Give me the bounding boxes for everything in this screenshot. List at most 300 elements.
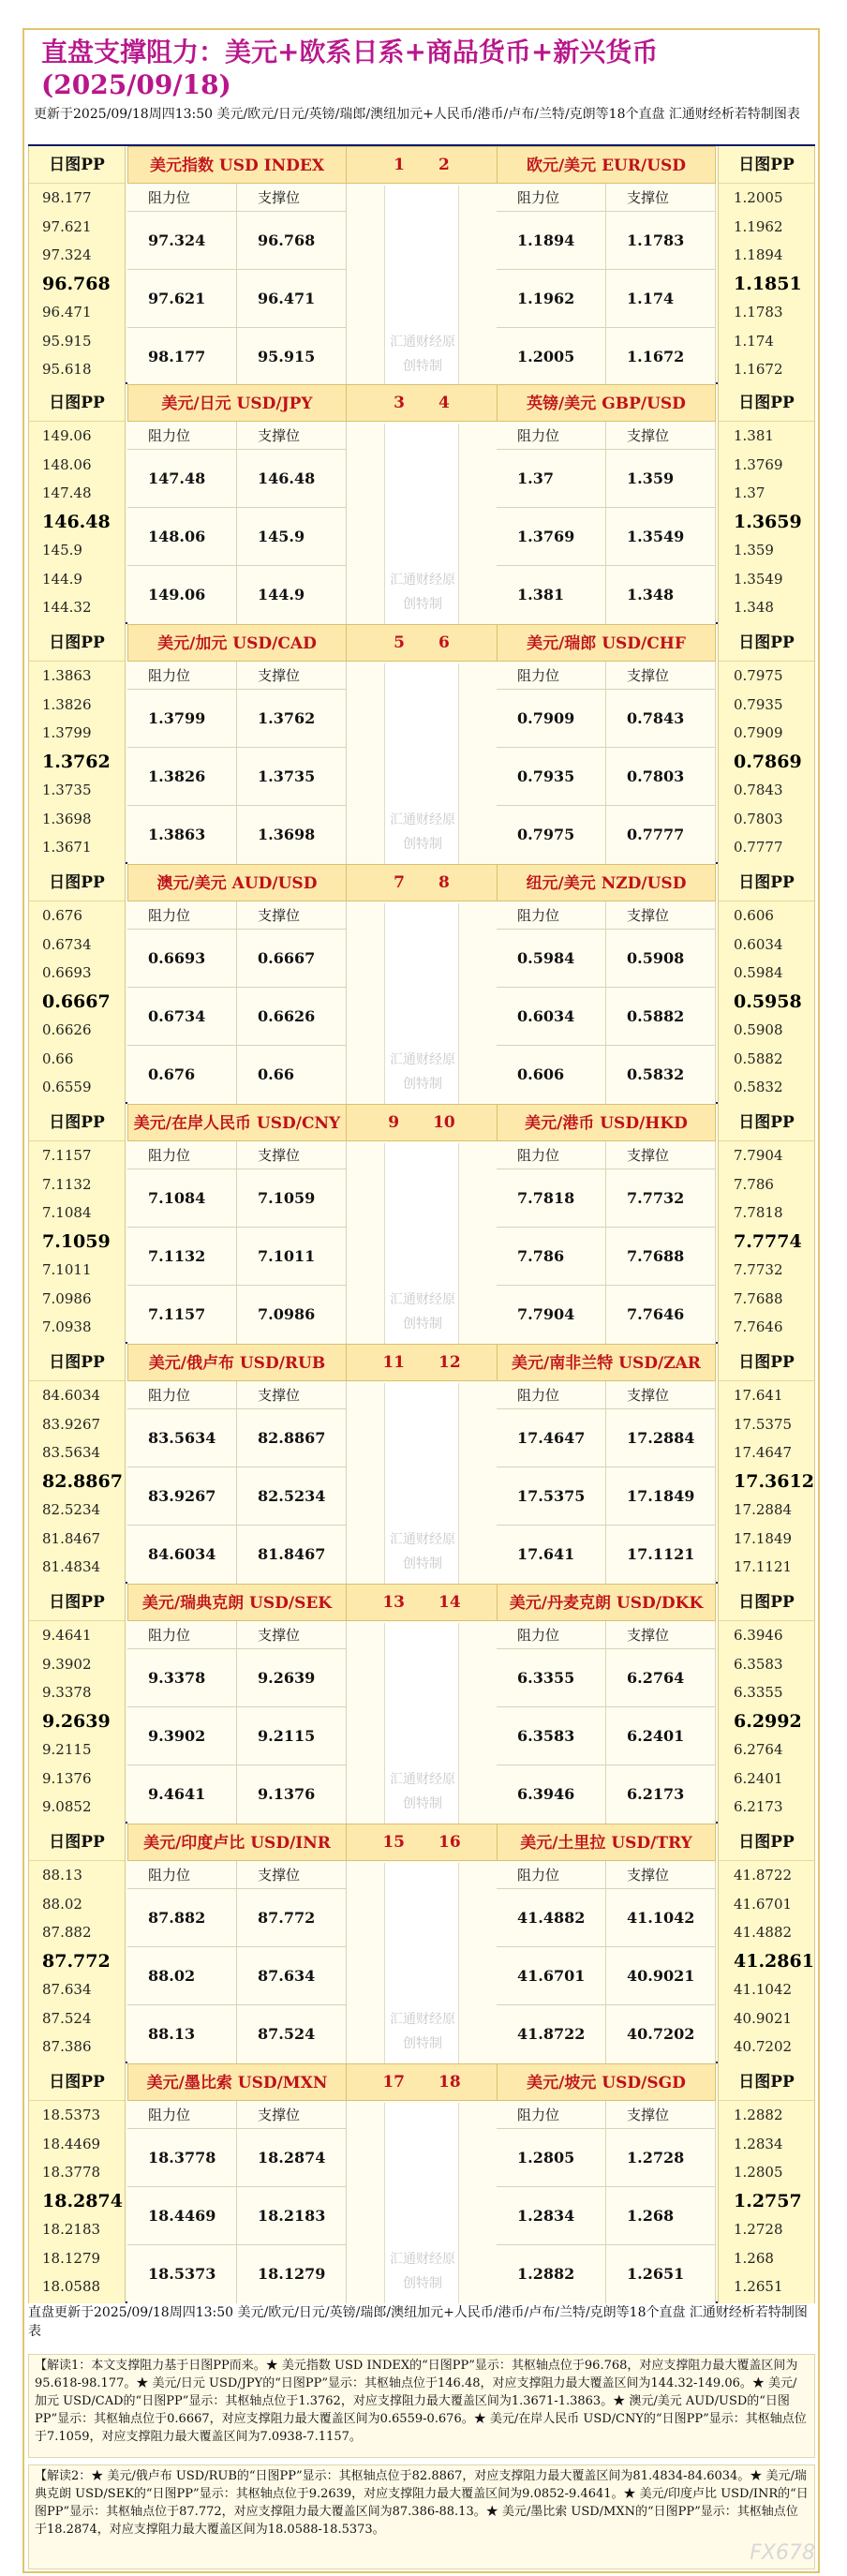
support-value: 6.2401 bbox=[606, 1707, 716, 1764]
resistance-value: 1.3769 bbox=[497, 508, 606, 565]
pivot-value: 0.7869 bbox=[734, 751, 802, 772]
pair-table bbox=[497, 146, 716, 386]
level-row bbox=[127, 328, 347, 386]
column-headers bbox=[127, 422, 347, 450]
watermark-text: 汇通财经原创特制 bbox=[390, 573, 455, 612]
daily-pp-header: 日图PP bbox=[29, 1104, 125, 1141]
level-row bbox=[497, 1467, 716, 1526]
support-value: 0.66 bbox=[237, 1046, 347, 1104]
watermark-box bbox=[384, 903, 459, 1104]
support-value: 7.1011 bbox=[237, 1228, 347, 1285]
pair-table bbox=[127, 864, 347, 1104]
level-row bbox=[497, 748, 716, 806]
column-headers bbox=[127, 1381, 347, 1409]
pp-level: 87.882 bbox=[42, 1924, 92, 1941]
resistance-value: 7.1157 bbox=[127, 1286, 237, 1344]
pair-number: 13 bbox=[382, 1593, 405, 1612]
support-header: 支撑位 bbox=[606, 184, 716, 211]
footer-text: 直盘更新于2025/09/18周四13:50 美元/欧元/日元/英镑/瑞郎/澳纽加元+人民币/港币/卢布/兰特/克朗等18个直盘 汇通财经析若特制图表 bbox=[28, 2305, 808, 2339]
resistance-value: 1.2805 bbox=[497, 2129, 606, 2186]
resistance-value: 6.3946 bbox=[497, 1765, 606, 1824]
pp-level: 81.8467 bbox=[42, 1529, 101, 1547]
support-value: 1.2651 bbox=[606, 2245, 716, 2303]
daily-pp-header: 日图PP bbox=[719, 1824, 814, 1861]
pp-level: 83.5634 bbox=[42, 1444, 101, 1461]
level-row bbox=[497, 1649, 716, 1707]
pair-index-column bbox=[347, 384, 497, 624]
level-row bbox=[497, 806, 716, 864]
column-headers bbox=[497, 1621, 716, 1649]
level-row bbox=[127, 2187, 347, 2245]
level-row bbox=[127, 1286, 347, 1344]
pair-number: 16 bbox=[438, 1833, 461, 1852]
pair-block bbox=[28, 624, 815, 864]
resistance-value: 0.5984 bbox=[497, 930, 606, 987]
resistance-value: 7.7904 bbox=[497, 1286, 606, 1344]
pp-level: 1.3698 bbox=[42, 810, 92, 827]
pp-level: 1.2651 bbox=[734, 2278, 783, 2295]
pair-name: 美元/日元 USD/JPY bbox=[127, 384, 347, 422]
resistance-value: 97.324 bbox=[127, 212, 237, 269]
pp-level: 7.1011 bbox=[42, 1261, 92, 1278]
resistance-value: 0.606 bbox=[497, 1046, 606, 1104]
pp-level: 1.2728 bbox=[734, 2221, 783, 2238]
support-value: 95.915 bbox=[237, 328, 347, 386]
daily-pp-header: 日图PP bbox=[719, 146, 814, 184]
pp-level: 7.1084 bbox=[42, 1204, 92, 1221]
pair-name: 美元/印度卢比 USD/INR bbox=[127, 1824, 347, 1861]
support-value: 0.7843 bbox=[606, 690, 716, 747]
resistance-value: 1.1962 bbox=[497, 270, 606, 327]
pair-number: 14 bbox=[438, 1593, 461, 1612]
level-row bbox=[497, 212, 716, 270]
level-row bbox=[497, 2129, 716, 2187]
pair-numbers bbox=[347, 624, 497, 662]
pp-level: 1.37 bbox=[734, 484, 765, 501]
pair-number: 10 bbox=[433, 1113, 455, 1132]
support-value: 7.0986 bbox=[237, 1286, 347, 1344]
pair-table bbox=[497, 864, 716, 1104]
level-row bbox=[497, 1947, 716, 2005]
watermark-text: 汇通财经原创特制 bbox=[390, 1292, 455, 1332]
support-value: 0.7777 bbox=[606, 806, 716, 864]
pivot-value: 87.772 bbox=[42, 1950, 111, 1972]
pp-level: 84.6034 bbox=[42, 1387, 101, 1404]
pp-level: 7.7646 bbox=[734, 1318, 783, 1335]
watermark-text: 汇通财经原创特制 bbox=[390, 2252, 455, 2291]
daily-pp-header: 日图PP bbox=[719, 864, 814, 901]
daily-pp-column bbox=[28, 1824, 126, 2063]
pp-level: 17.4647 bbox=[734, 1444, 793, 1461]
support-value: 17.2884 bbox=[606, 1409, 716, 1467]
support-value: 1.3735 bbox=[237, 748, 347, 805]
column-headers bbox=[127, 662, 347, 690]
level-row bbox=[127, 508, 347, 566]
column-headers bbox=[127, 901, 347, 930]
pivot-value: 6.2992 bbox=[734, 1710, 802, 1732]
level-row bbox=[127, 212, 347, 270]
support-value: 9.1376 bbox=[237, 1765, 347, 1824]
pair-table bbox=[127, 1344, 347, 1584]
pp-level: 82.5234 bbox=[42, 1501, 101, 1518]
resistance-value: 1.3863 bbox=[127, 806, 237, 864]
level-row bbox=[127, 690, 347, 748]
resistance-value: 9.3902 bbox=[127, 1707, 237, 1764]
pair-table bbox=[127, 384, 347, 624]
pivot-value: 82.8867 bbox=[42, 1470, 123, 1492]
pp-level: 0.6034 bbox=[734, 935, 783, 953]
pair-name: 美元/港币 USD/HKD bbox=[497, 1104, 716, 1141]
pair-block bbox=[28, 384, 815, 624]
resistance-value: 1.37 bbox=[497, 450, 606, 507]
support-header: 支撑位 bbox=[237, 184, 347, 211]
resistance-header: 阻力位 bbox=[127, 184, 237, 211]
level-row bbox=[127, 988, 347, 1046]
resistance-header: 阻力位 bbox=[127, 1381, 237, 1408]
daily-pp-header: 日图PP bbox=[29, 1344, 125, 1381]
pivot-value: 1.3659 bbox=[734, 511, 802, 532]
pair-numbers bbox=[347, 864, 497, 901]
pair-number: 1 bbox=[394, 156, 405, 174]
column-headers bbox=[497, 2101, 716, 2129]
daily-pp-column bbox=[28, 146, 126, 386]
level-row bbox=[127, 1169, 347, 1228]
daily-pp-column bbox=[28, 864, 126, 1104]
resistance-header: 阻力位 bbox=[497, 1621, 606, 1648]
pp-level: 18.0588 bbox=[42, 2278, 101, 2295]
column-headers bbox=[497, 1381, 716, 1409]
resistance-value: 1.3799 bbox=[127, 690, 237, 747]
support-value: 40.7202 bbox=[606, 2005, 716, 2063]
pp-level: 7.1157 bbox=[42, 1147, 92, 1164]
resistance-value: 17.4647 bbox=[497, 1409, 606, 1467]
pair-number: 11 bbox=[382, 1353, 405, 1372]
support-value: 18.1279 bbox=[237, 2245, 347, 2303]
resistance-header: 阻力位 bbox=[497, 184, 606, 211]
support-value: 146.48 bbox=[237, 450, 347, 507]
resistance-value: 1.3826 bbox=[127, 748, 237, 805]
resistance-header: 阻力位 bbox=[497, 1141, 606, 1169]
pp-level: 0.5908 bbox=[734, 1021, 783, 1038]
daily-pp-header: 日图PP bbox=[719, 1344, 814, 1381]
support-value: 1.268 bbox=[606, 2187, 716, 2244]
level-row bbox=[497, 1707, 716, 1765]
pp-level: 0.5832 bbox=[734, 1079, 783, 1095]
pivot-value: 1.1851 bbox=[734, 273, 802, 294]
level-row bbox=[497, 690, 716, 748]
daily-pp-column bbox=[718, 1104, 815, 1344]
pair-name: 美元指数 USD INDEX bbox=[127, 146, 347, 184]
resistance-value: 0.7935 bbox=[497, 748, 606, 805]
pair-number: 7 bbox=[394, 873, 405, 892]
pair-block bbox=[28, 1824, 815, 2063]
pp-level: 1.3549 bbox=[734, 570, 783, 588]
pp-level: 6.3355 bbox=[734, 1684, 783, 1701]
support-header: 支撑位 bbox=[237, 662, 347, 689]
support-header: 支撑位 bbox=[606, 1141, 716, 1169]
level-row bbox=[127, 1947, 347, 2005]
pivot-value: 0.5958 bbox=[734, 990, 802, 1012]
support-header: 支撑位 bbox=[606, 422, 716, 449]
pair-index-column bbox=[347, 1344, 497, 1584]
pp-level: 1.2882 bbox=[734, 2107, 783, 2123]
support-value: 81.8467 bbox=[237, 1526, 347, 1584]
daily-pp-column bbox=[28, 624, 126, 864]
pair-name: 美元/坡元 USD/SGD bbox=[497, 2063, 716, 2101]
support-header: 支撑位 bbox=[237, 2101, 347, 2128]
pair-table bbox=[497, 2063, 716, 2303]
support-header: 支撑位 bbox=[606, 901, 716, 929]
resistance-value: 17.5375 bbox=[497, 1467, 606, 1525]
resistance-value: 83.9267 bbox=[127, 1467, 237, 1525]
level-row bbox=[497, 1046, 716, 1104]
pp-level: 0.6693 bbox=[42, 964, 92, 981]
watermark-text: 汇通财经原创特制 bbox=[390, 1772, 455, 1811]
support-value: 1.348 bbox=[606, 566, 716, 624]
pair-block bbox=[28, 2063, 815, 2303]
pivot-value: 1.2757 bbox=[734, 2190, 802, 2211]
level-row bbox=[497, 2245, 716, 2303]
watermark-box bbox=[384, 2103, 459, 2303]
level-row bbox=[497, 1409, 716, 1467]
pair-index-column bbox=[347, 864, 497, 1104]
pair-number: 15 bbox=[382, 1833, 405, 1852]
pair-name: 美元/加元 USD/CAD bbox=[127, 624, 347, 662]
pp-level: 6.2173 bbox=[734, 1798, 783, 1815]
pp-level: 0.7975 bbox=[734, 667, 783, 684]
support-header: 支撑位 bbox=[237, 422, 347, 449]
pp-level: 9.2115 bbox=[42, 1741, 92, 1758]
pp-level: 1.268 bbox=[734, 2249, 774, 2267]
support-value: 96.768 bbox=[237, 212, 347, 269]
support-value: 17.1121 bbox=[606, 1526, 716, 1584]
resistance-value: 9.4641 bbox=[127, 1765, 237, 1824]
support-header: 支撑位 bbox=[606, 1621, 716, 1648]
level-row bbox=[127, 930, 347, 988]
pair-block bbox=[28, 1584, 815, 1824]
resistance-value: 18.3778 bbox=[127, 2129, 237, 2186]
watermark-box bbox=[384, 1623, 459, 1824]
watermark-text: 汇通财经原创特制 bbox=[390, 1052, 455, 1092]
level-row bbox=[497, 1286, 716, 1344]
pp-level: 1.1894 bbox=[734, 246, 783, 263]
interpretation-note-1: 【解读1：本文支撑阻力基于日图PP而来。★ 美元指数 USD INDEX的“日图PP”显示：其枢轴点位于96.768，对应支撑阻力最大覆盖区间为95.618-98.177。★ 美元/日元 USD/JPY的“日图PP”显示：其枢轴点位于146.48，对应支撑阻力最大覆盖区间为144.32-149.06。★ 美元/加元 USD/CAD的“日图PP”显示：其枢轴点位于1.3762，对应支撑阻力最大覆盖区间为1.3671-1.3863。★ 澳元/美元 AUD/USD的“日图PP”显示：其枢轴点位于0.6667，对应支撑阻力最大覆盖区间为0.6559-0.676。★ 美元/在岸人民币 USD/CNY的“日图PP”显示：其枢轴点位于7.1059，对应支撑阻力最大覆盖区间为7.0938-7.1157。 bbox=[28, 2354, 815, 2458]
resistance-value: 41.4882 bbox=[497, 1889, 606, 1946]
pair-index-column bbox=[347, 1104, 497, 1344]
level-row bbox=[127, 270, 347, 328]
pair-numbers bbox=[347, 146, 497, 184]
pp-level: 0.6734 bbox=[42, 935, 92, 953]
daily-pp-header: 日图PP bbox=[719, 1584, 814, 1621]
pp-level: 17.641 bbox=[734, 1387, 783, 1404]
support-value: 1.1783 bbox=[606, 212, 716, 269]
pp-level: 0.676 bbox=[42, 907, 82, 924]
support-value: 7.7688 bbox=[606, 1228, 716, 1285]
pair-name: 美元/俄卢布 USD/RUB bbox=[127, 1344, 347, 1381]
pp-level: 144.9 bbox=[42, 570, 82, 588]
resistance-value: 7.7818 bbox=[497, 1169, 606, 1227]
pp-level: 40.7202 bbox=[734, 2038, 793, 2055]
pair-name: 英镑/美元 GBP/USD bbox=[497, 384, 716, 422]
level-row bbox=[497, 988, 716, 1046]
pair-index-column bbox=[347, 1584, 497, 1824]
level-row bbox=[127, 1526, 347, 1584]
brand-watermark: FX678 bbox=[750, 2541, 815, 2565]
pair-name: 美元/南非兰特 USD/ZAR bbox=[497, 1344, 716, 1381]
pivot-value: 96.768 bbox=[42, 273, 111, 294]
support-header: 支撑位 bbox=[606, 2101, 716, 2128]
support-value: 17.1849 bbox=[606, 1467, 716, 1525]
pp-level: 1.3863 bbox=[42, 667, 92, 684]
level-row bbox=[127, 1409, 347, 1467]
pp-level: 98.177 bbox=[42, 189, 92, 206]
pair-block bbox=[28, 144, 815, 384]
pivot-value: 41.2861 bbox=[734, 1950, 814, 1972]
pp-level: 9.3378 bbox=[42, 1684, 92, 1701]
resistance-value: 1.1894 bbox=[497, 212, 606, 269]
resistance-value: 9.3378 bbox=[127, 1649, 237, 1706]
support-value: 87.634 bbox=[237, 1947, 347, 2004]
resistance-value: 17.641 bbox=[497, 1526, 606, 1584]
resistance-value: 84.6034 bbox=[127, 1526, 237, 1584]
daily-pp-header: 日图PP bbox=[29, 384, 125, 422]
pair-numbers bbox=[347, 1104, 497, 1141]
pp-level: 1.348 bbox=[734, 599, 774, 616]
daily-pp-column bbox=[718, 1344, 815, 1584]
pp-level: 17.1849 bbox=[734, 1529, 793, 1547]
support-header: 支撑位 bbox=[237, 1861, 347, 1888]
level-row bbox=[127, 748, 347, 806]
level-row bbox=[127, 1707, 347, 1765]
column-headers bbox=[497, 662, 716, 690]
daily-pp-column bbox=[28, 2063, 126, 2303]
pp-level: 149.06 bbox=[42, 427, 92, 444]
support-header: 支撑位 bbox=[237, 1621, 347, 1648]
level-row bbox=[497, 450, 716, 508]
pp-level: 1.3826 bbox=[42, 695, 92, 713]
pp-level: 147.48 bbox=[42, 484, 92, 501]
daily-pp-header: 日图PP bbox=[719, 384, 814, 422]
pp-level: 1.2005 bbox=[734, 189, 783, 206]
resistance-value: 0.6693 bbox=[127, 930, 237, 987]
pp-level: 0.606 bbox=[734, 907, 774, 924]
support-value: 144.9 bbox=[237, 566, 347, 624]
resistance-value: 41.6701 bbox=[497, 1947, 606, 2004]
pp-level: 7.7818 bbox=[734, 1204, 783, 1221]
support-value: 1.3549 bbox=[606, 508, 716, 565]
pair-name: 纽元/美元 NZD/USD bbox=[497, 864, 716, 901]
pp-level: 9.1376 bbox=[42, 1769, 92, 1787]
watermark-box bbox=[384, 1143, 459, 1344]
pp-level: 1.3799 bbox=[42, 724, 92, 741]
daily-pp-column bbox=[28, 1584, 126, 1824]
pair-table bbox=[497, 384, 716, 624]
daily-pp-header: 日图PP bbox=[29, 1824, 125, 1861]
pivot-value: 7.7774 bbox=[734, 1230, 802, 1252]
pp-level: 81.4834 bbox=[42, 1558, 101, 1575]
pp-level: 0.6559 bbox=[42, 1079, 92, 1095]
daily-pp-column bbox=[718, 864, 815, 1104]
pp-level: 1.1783 bbox=[734, 304, 783, 320]
pp-level: 97.621 bbox=[42, 217, 92, 235]
pair-number: 2 bbox=[438, 156, 450, 174]
pp-level: 88.13 bbox=[42, 1867, 82, 1884]
pair-number: 5 bbox=[394, 633, 405, 652]
pivot-value: 146.48 bbox=[42, 511, 111, 532]
pp-level: 17.1121 bbox=[734, 1558, 793, 1575]
pair-table bbox=[127, 1584, 347, 1824]
pp-level: 0.7803 bbox=[734, 810, 783, 827]
daily-pp-header: 日图PP bbox=[29, 1584, 125, 1621]
resistance-value: 18.4469 bbox=[127, 2187, 237, 2244]
pair-table bbox=[497, 1344, 716, 1584]
pp-level: 1.174 bbox=[734, 332, 774, 350]
pp-level: 18.2183 bbox=[42, 2221, 101, 2238]
watermark-box bbox=[384, 1383, 459, 1584]
support-value: 0.5832 bbox=[606, 1046, 716, 1104]
pp-level: 0.7777 bbox=[734, 839, 783, 856]
pair-name: 欧元/美元 EUR/USD bbox=[497, 146, 716, 184]
pp-level: 7.7732 bbox=[734, 1261, 783, 1278]
column-headers bbox=[497, 1141, 716, 1169]
resistance-value: 7.786 bbox=[497, 1228, 606, 1285]
pp-level: 87.524 bbox=[42, 2009, 92, 2027]
pair-name: 美元/瑞郎 USD/CHF bbox=[497, 624, 716, 662]
resistance-header: 阻力位 bbox=[497, 1861, 606, 1888]
support-value: 1.359 bbox=[606, 450, 716, 507]
resistance-value: 1.2005 bbox=[497, 328, 606, 386]
support-value: 0.5908 bbox=[606, 930, 716, 987]
support-header: 支撑位 bbox=[237, 1141, 347, 1169]
support-header: 支撑位 bbox=[237, 901, 347, 929]
pair-number: 17 bbox=[382, 2073, 405, 2092]
pp-level: 7.7688 bbox=[734, 1289, 783, 1307]
resistance-value: 0.7975 bbox=[497, 806, 606, 864]
support-value: 7.7732 bbox=[606, 1169, 716, 1227]
daily-pp-header: 日图PP bbox=[719, 1104, 814, 1141]
resistance-value: 0.6034 bbox=[497, 988, 606, 1045]
column-headers bbox=[497, 1861, 716, 1889]
resistance-header: 阻力位 bbox=[127, 901, 237, 929]
pp-level: 1.3735 bbox=[42, 782, 92, 798]
pair-table bbox=[127, 624, 347, 864]
support-value: 9.2639 bbox=[237, 1649, 347, 1706]
support-value: 1.3698 bbox=[237, 806, 347, 864]
support-value: 7.7646 bbox=[606, 1286, 716, 1344]
pp-level: 1.2805 bbox=[734, 2164, 783, 2181]
pp-level: 7.7904 bbox=[734, 1147, 783, 1164]
pp-level: 83.9267 bbox=[42, 1415, 101, 1433]
pivot-value: 0.6667 bbox=[42, 990, 111, 1012]
support-value: 1.1672 bbox=[606, 328, 716, 386]
pp-level: 1.1672 bbox=[734, 361, 783, 378]
daily-pp-column bbox=[718, 624, 815, 864]
resistance-value: 0.676 bbox=[127, 1046, 237, 1104]
pp-level: 17.5375 bbox=[734, 1415, 793, 1433]
resistance-value: 7.1084 bbox=[127, 1169, 237, 1227]
support-value: 41.1042 bbox=[606, 1889, 716, 1946]
pair-table bbox=[127, 1104, 347, 1344]
resistance-value: 97.621 bbox=[127, 270, 237, 327]
resistance-header: 阻力位 bbox=[127, 2101, 237, 2128]
pair-table bbox=[497, 624, 716, 864]
pair-name: 美元/墨比索 USD/MXN bbox=[127, 2063, 347, 2101]
pp-level: 18.1279 bbox=[42, 2249, 101, 2267]
support-value: 9.2115 bbox=[237, 1707, 347, 1764]
pp-level: 87.386 bbox=[42, 2038, 92, 2055]
pair-table bbox=[127, 2063, 347, 2303]
support-value: 7.1059 bbox=[237, 1169, 347, 1227]
